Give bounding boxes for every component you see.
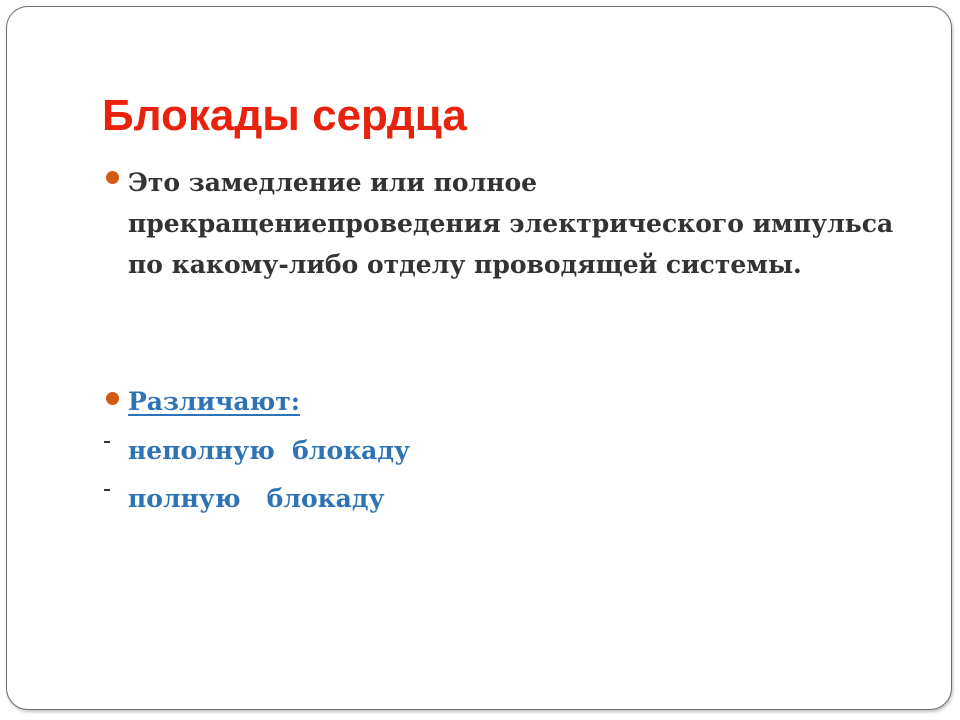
definition-text: Это замедление или полное прекращениепроведения электрического импульса по какому-либо отделу проводящей системы. [128,168,894,279]
bullet-dot-icon [106,392,119,405]
dash-bullet-icon [104,441,110,443]
type-item-incomplete: неполную блокаду [128,436,411,465]
bullet-dot-icon [106,171,119,184]
slide-title: Блокады сердца [102,91,467,140]
dash-bullet-icon [104,489,110,491]
type-item-complete: полную блокаду [128,484,385,513]
types-label: Различают: [128,387,300,416]
